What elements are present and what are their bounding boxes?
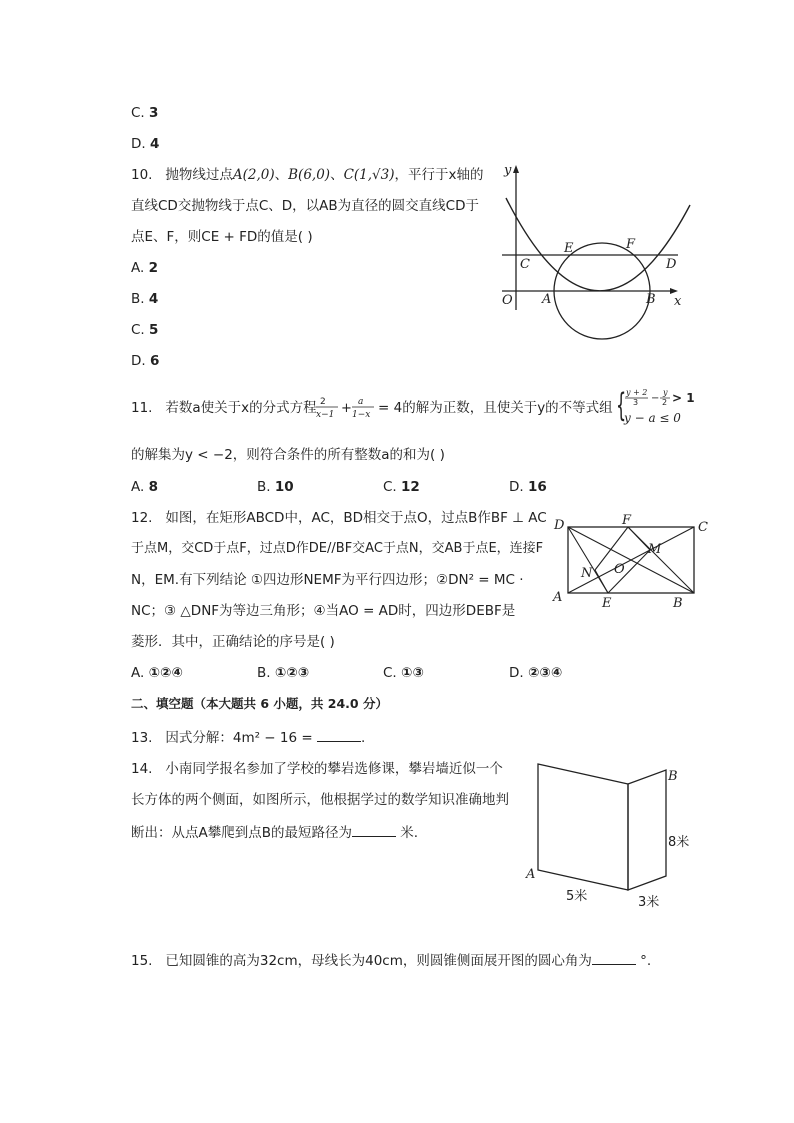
- q14-label-height: 8米: [668, 835, 690, 850]
- q10-parabola-figure: [498, 160, 698, 340]
- q12-line3: N，EM.有下列结论 ①四边形NEMF为平行四边形；②DN² = MC ·: [131, 572, 524, 588]
- q11-tail: = 4的解为正数，且使关于y的不等式组: [378, 400, 613, 416]
- q12-label-c: C: [698, 520, 708, 535]
- q12-line2: 于点M，交CD于点F，过点D作DE//BF交AC于点N，交AB于点E，连接F: [131, 541, 544, 556]
- q10-line3: 点E、F，则CE + FD的值是( ): [131, 229, 313, 245]
- q12-line4: NC；③ △DNF为等边三角形；④当AO = AD时，四边形DEBF是: [131, 603, 516, 619]
- q12-option-c: C. ①③: [383, 665, 424, 681]
- q12-label-a: A: [553, 590, 563, 605]
- svg-text:−: −: [651, 393, 660, 404]
- q11-inequality-system: [616, 386, 696, 425]
- q11-line2: 的解集为y < −2，则符合条件的所有整数a的和为( ): [131, 447, 445, 463]
- svg-text:x−1: x−1: [316, 410, 335, 420]
- q10-line1: 10. 抛物线过点A(2,0)、B(6,0)、C(1,√3)，平行于x轴的: [131, 167, 484, 183]
- q13-line: 13. 因式分解：4m² − 16 = .: [131, 727, 365, 747]
- q15-line: 15. 已知圆锥的高为32cm，母线长为40cm，则圆锥侧面展开图的圆心角为 °.: [131, 950, 651, 970]
- q13-answer-blank[interactable]: [317, 727, 361, 742]
- q10-label-c: C: [520, 257, 530, 272]
- q14-line1: 14. 小南同学报名参加了学校的攀岩选修课，攀岩墙近似一个: [131, 761, 503, 777]
- q10-option-b: B. 4: [131, 291, 159, 307]
- q12-option-d: D. ②③④: [509, 665, 563, 681]
- q14-answer-blank[interactable]: [352, 822, 396, 837]
- q12-label-b: B: [673, 596, 683, 611]
- q10-label-f: F: [626, 237, 636, 252]
- svg-text:+: +: [341, 401, 352, 416]
- option-d-prev: D. 4: [131, 136, 160, 152]
- svg-text:a: a: [358, 397, 364, 407]
- q12-label-o: O: [614, 562, 625, 577]
- q11-option-a: A. 8: [131, 479, 158, 495]
- q11-option-c: C. 12: [383, 479, 420, 495]
- q12-label-n: N: [581, 566, 593, 581]
- svg-text:> 1: > 1: [672, 391, 695, 405]
- q10-label-b: B: [646, 292, 656, 307]
- q12-option-a: A. ①②④: [131, 665, 183, 681]
- q11-brace: {: [616, 386, 627, 424]
- option-c-prev: C. 3: [131, 105, 159, 121]
- q14-wall-figure: [520, 760, 710, 910]
- q12-label-d: D: [554, 518, 565, 533]
- q14-label-depth: 3米: [638, 895, 660, 910]
- q10-label-y: y: [504, 163, 512, 178]
- q12-rectangle-figure: [550, 515, 710, 615]
- q14-label-a: A: [526, 867, 536, 882]
- svg-text:3: 3: [633, 398, 639, 407]
- q12-line1: 12. 如图，在矩形ABCD中，AC，BD相交于点O，过点B作BF ⊥ AC: [131, 510, 547, 526]
- q10-label-e: E: [564, 241, 574, 256]
- q12-option-b: B. ①②③: [257, 665, 310, 681]
- svg-text:y: y: [663, 388, 668, 397]
- svg-text:y + 2: y + 2: [626, 388, 648, 397]
- q14-label-width: 5米: [566, 889, 588, 904]
- q11-option-d: D. 16: [509, 479, 547, 495]
- q12-label-e: E: [602, 596, 612, 611]
- q10-label-d: D: [666, 257, 677, 272]
- svg-text:2: 2: [662, 398, 668, 407]
- q12-label-f: F: [622, 513, 632, 528]
- q10-option-d: D. 6: [131, 353, 160, 369]
- q11-option-b: B. 10: [257, 479, 294, 495]
- section-heading-fill-in: 二、填空题（本大题共 6 小题，共 24.0 分）: [131, 696, 388, 711]
- q11-line1: 11. 若数a使关于x的分式方程: [131, 400, 317, 416]
- q14-line3: 断出：从点A攀爬到点B的最短路径为 米.: [131, 822, 418, 842]
- q10-option-a: A. 2: [131, 260, 158, 276]
- q10-label-x: x: [674, 294, 682, 309]
- svg-text:1−x: 1−x: [352, 410, 371, 420]
- q10-option-c: C. 5: [131, 322, 159, 338]
- q15-answer-blank[interactable]: [592, 950, 636, 965]
- q12-label-m: M: [648, 542, 662, 557]
- svg-text:y − a ≤ 0: y − a ≤ 0: [624, 411, 681, 425]
- q10-label-a: A: [542, 292, 552, 307]
- svg-text:2: 2: [320, 397, 326, 407]
- q10-line2: 直线CD交抛物线于点C、D，以AB为直径的圆交直线CD于: [131, 198, 479, 214]
- q14-line2: 长方体的两个侧面，如图所示，他根据学过的数学知识准确地判: [131, 792, 509, 808]
- q12-line5: 菱形．其中，正确结论的序号是( ): [131, 634, 335, 650]
- q10-label-o: O: [502, 293, 513, 308]
- q14-label-b: B: [668, 769, 678, 784]
